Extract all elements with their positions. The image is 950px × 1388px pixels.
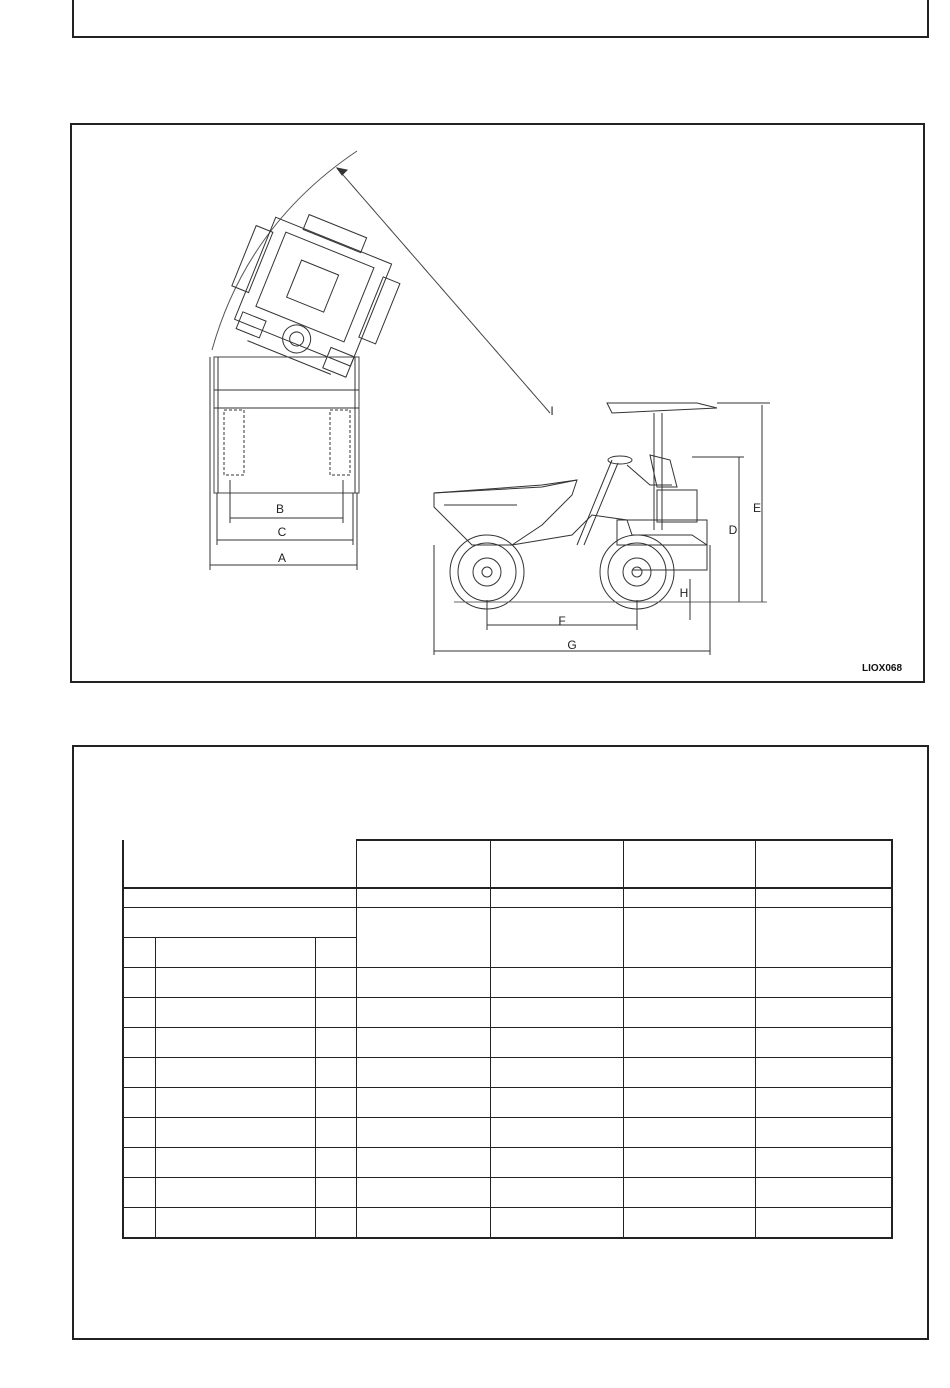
table-row: [123, 1028, 892, 1058]
dim-d-label: D: [728, 523, 738, 537]
dim-f-label: F: [558, 614, 566, 628]
table-row: [123, 888, 892, 908]
table-row: [123, 1088, 892, 1118]
dim-c-label: C: [277, 525, 287, 539]
table-row: [123, 1178, 892, 1208]
dim-h-label: H: [679, 586, 689, 600]
table-row: [123, 1118, 892, 1148]
dimension-diagram: [70, 123, 925, 683]
dim-b-label: B: [275, 502, 285, 516]
figure-code: LIOX068: [862, 663, 903, 674]
side-view-vehicle: [434, 403, 717, 609]
table-row: [123, 1208, 892, 1239]
topview-skip: [214, 357, 359, 493]
header-cell: [356, 840, 490, 888]
table-row: [123, 998, 892, 1028]
specification-table: [122, 839, 893, 1239]
table-row: [123, 1148, 892, 1178]
dim-i-label: I: [550, 404, 554, 418]
header-box: [72, 0, 929, 38]
specification-box: [72, 745, 929, 1340]
dim-a-label: A: [277, 551, 287, 565]
header-cell: [755, 840, 892, 888]
header-cell: [623, 840, 755, 888]
dumper-drawing: [72, 125, 927, 685]
table-header-row: [123, 840, 892, 888]
table-row: [123, 968, 892, 998]
table-row: [123, 1058, 892, 1088]
dim-g-label: G: [567, 638, 577, 652]
dim-e-label: E: [752, 501, 762, 515]
header-cell: [490, 840, 623, 888]
table-row: [123, 908, 892, 938]
